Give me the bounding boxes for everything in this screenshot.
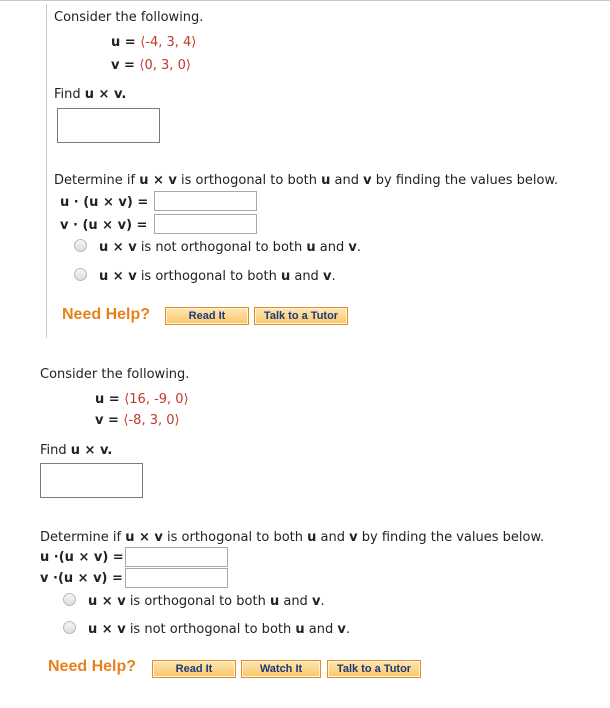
text: v [363, 173, 372, 188]
find-prompt [40, 443, 112, 458]
talk-to-tutor-button[interactable]: Talk to a Tutor [254, 307, 348, 325]
text: v [337, 622, 346, 637]
v-label: v = [111, 58, 140, 73]
u-value: ⟨-4, 3, 4⟩ [140, 35, 197, 50]
dot-u-input[interactable] [125, 547, 228, 567]
dot-v-input[interactable] [154, 214, 257, 234]
text: . [320, 594, 325, 609]
problem-1 [46, 4, 607, 338]
text: u × v [139, 173, 177, 188]
text: and [290, 269, 323, 284]
text: Determine if [40, 530, 126, 545]
vector-v [111, 58, 191, 73]
u-label: u = [111, 35, 141, 50]
need-help-label: Need Help? [62, 306, 151, 323]
u-value: ⟨16, -9, 0⟩ [124, 392, 189, 407]
text: by finding the values below. [357, 530, 545, 545]
text: and [279, 594, 312, 609]
text: . [356, 240, 361, 255]
text: u [295, 622, 305, 637]
text: v [349, 530, 358, 545]
talk-to-tutor-button[interactable]: Talk to a Tutor [327, 660, 421, 678]
radio-option-1[interactable] [63, 593, 76, 606]
text: u [269, 594, 280, 609]
dot-u-input[interactable] [154, 191, 257, 211]
text: is orthogonal to both [162, 530, 308, 545]
text: . [345, 622, 350, 637]
radio-option-2[interactable] [74, 268, 87, 281]
text: and [316, 530, 350, 545]
find-expr: u × v. [70, 443, 113, 458]
option-1-label [99, 240, 361, 255]
option-2-label [88, 622, 350, 637]
vector-u [95, 392, 189, 407]
option-1-label [88, 594, 325, 609]
text: u × v [88, 594, 126, 609]
dot-v-label: v · (u × v) = [60, 218, 148, 233]
read-it-button[interactable]: Read It [165, 307, 249, 325]
text: u [321, 173, 331, 188]
text: v [311, 594, 321, 609]
dot-u-label: u ·(u × v) = [40, 550, 124, 565]
vector-u [111, 35, 196, 50]
text: is orthogonal to both [125, 594, 270, 609]
need-help-label: Need Help? [48, 658, 137, 675]
text: v [322, 269, 332, 284]
text: u [306, 240, 316, 255]
text: is not orthogonal to both [136, 240, 307, 255]
v-value: ⟨0, 3, 0⟩ [139, 58, 191, 73]
dot-u-label: u · (u × v) = [60, 195, 149, 210]
read-it-button[interactable]: Read It [152, 660, 236, 678]
radio-option-2[interactable] [63, 621, 76, 634]
determine-prompt [54, 173, 558, 188]
radio-option-1[interactable] [74, 239, 87, 252]
text: u [280, 269, 291, 284]
text: Determine if [54, 173, 140, 188]
text: by finding the values below. [371, 173, 559, 188]
top-divider [0, 0, 610, 1]
find-prefix: Find [54, 87, 85, 102]
text: is orthogonal to both [176, 173, 322, 188]
dot-v-input[interactable] [125, 568, 228, 588]
text: and [315, 240, 349, 255]
problem-intro: Consider the following. [54, 10, 204, 25]
text: v [348, 240, 357, 255]
text: . [331, 269, 336, 284]
text: u × v [99, 269, 137, 284]
text: and [304, 622, 338, 637]
text: and [330, 173, 364, 188]
v-label: v = [95, 413, 124, 428]
watch-it-button[interactable]: Watch It [241, 660, 321, 678]
cross-product-answer-box[interactable] [40, 463, 143, 498]
text: u [307, 530, 317, 545]
text: is not orthogonal to both [125, 622, 296, 637]
find-prompt [54, 87, 126, 102]
vector-v [95, 413, 180, 428]
v-value: ⟨-8, 3, 0⟩ [123, 413, 180, 428]
text: u × v [125, 530, 163, 545]
u-label: u = [95, 392, 125, 407]
problem-intro: Consider the following. [40, 367, 190, 382]
text: u × v [99, 240, 137, 255]
problem-2 [34, 360, 594, 700]
find-prefix: Find [40, 443, 71, 458]
find-expr: u × v. [84, 87, 127, 102]
text: is orthogonal to both [136, 269, 281, 284]
text: u × v [88, 622, 126, 637]
determine-prompt [40, 530, 544, 545]
option-2-label [99, 269, 336, 284]
cross-product-answer-box[interactable] [57, 108, 160, 143]
dot-v-label: v ·(u × v) = [40, 571, 123, 586]
